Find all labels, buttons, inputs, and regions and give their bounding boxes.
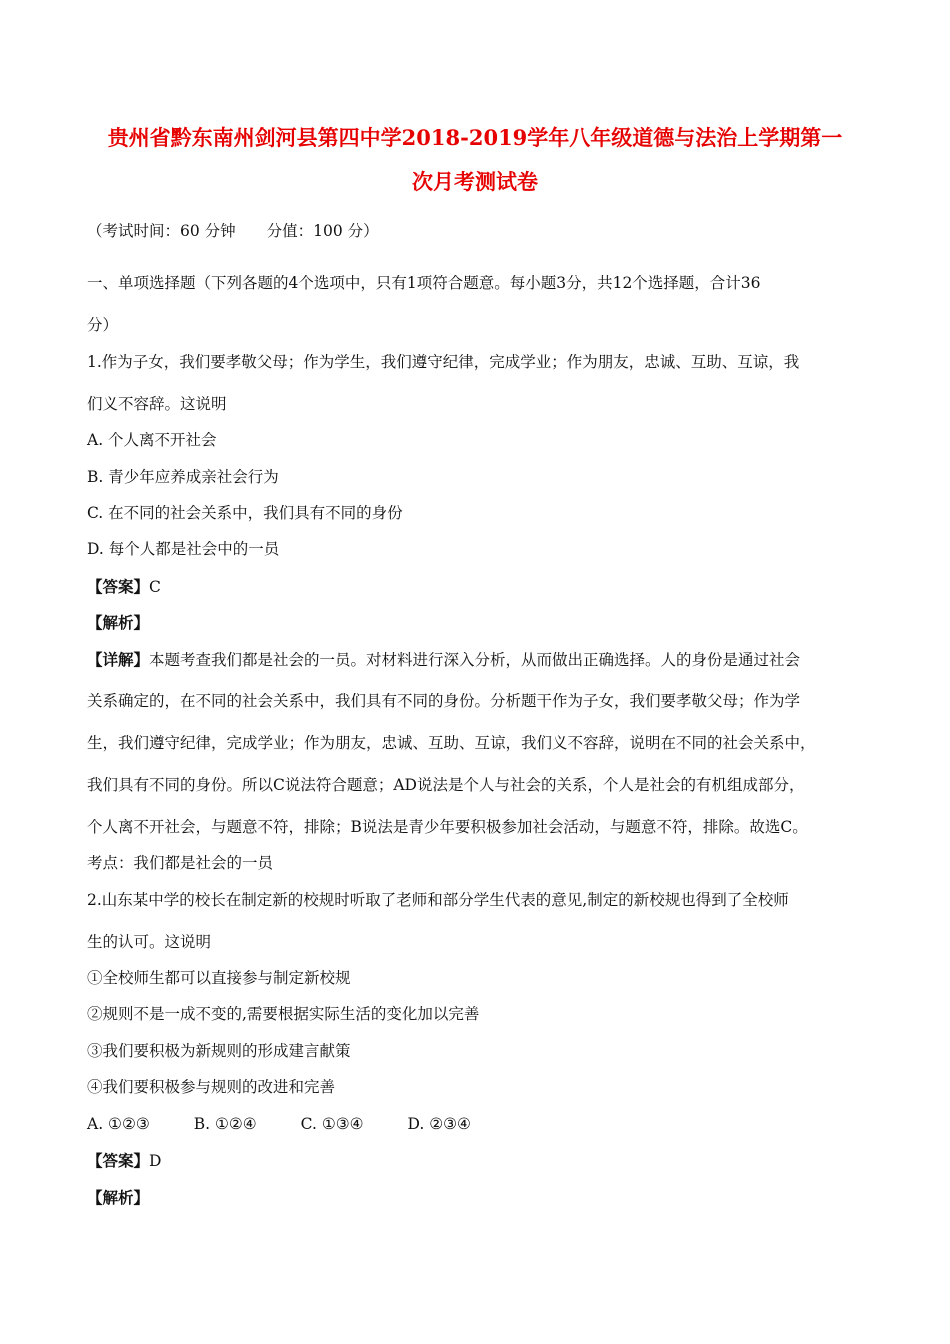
q2-stem-line-1: 2.山东某中学的校长在制定新的校规时听取了老师和部分学生代表的意见,制定的新校规也得到了全校师 bbox=[87, 891, 789, 909]
q1-detail-line-3: 生，我们遵守纪律，完成学业；作为朋友，忠诚、互助、互谅，我们义不容辞，说明在不同的社会关系中， bbox=[87, 734, 816, 752]
q1-kaodian: 考点：我们都是社会的一员 bbox=[87, 854, 274, 872]
exam-info: （考试时间：60 分钟 分值：100 分） bbox=[87, 222, 379, 240]
page-title-line-1: 贵州省黔东南州剑河县第四中学2018-2019学年八年级道德与法治上学期第一 bbox=[107, 125, 843, 150]
q1-detail-line-1 bbox=[87, 652, 800, 669]
q2-item-3: ③我们要积极为新规则的形成建言献策 bbox=[87, 1042, 351, 1060]
q1-detail-label: 【详解】 bbox=[87, 650, 150, 669]
q2-answer-value: D bbox=[149, 1152, 162, 1170]
q2-option-c: C. ①③④ bbox=[300, 1115, 364, 1133]
q1-option-c: C. 在不同的社会关系中，我们具有不同的身份 bbox=[87, 504, 403, 522]
q1-stem-line-2: 们义不容辞。这说明 bbox=[87, 395, 227, 413]
q1-analysis-label: 【解析】 bbox=[87, 613, 150, 632]
page-title-line-2: 次月考测试卷 bbox=[412, 169, 538, 194]
q1-option-b: B. 青少年应养成亲社会行为 bbox=[87, 468, 279, 486]
q2-answer bbox=[87, 1153, 161, 1170]
q1-detail-line-4: 我们具有不同的身份。所以C说法符合题意；AD说法是个人与社会的关系，个人是社会的有机组成部分， bbox=[87, 776, 805, 794]
q1-option-d: D. 每个人都是社会中的一员 bbox=[87, 540, 280, 558]
q2-option-b: B. ①②④ bbox=[193, 1115, 257, 1133]
q2-option-d: D. ②③④ bbox=[407, 1115, 471, 1133]
section-heading-line-1: 一、单项选择题（下列各题的4个选项中，只有1项符合题意。每小题3分，共12个选择题，合计36 bbox=[87, 274, 761, 292]
q1-detail-line-5: 个人离不开社会，与题意不符，排除；B说法是青少年要积极参加社会活动，与题意不符，排除。故选C。 bbox=[87, 818, 808, 836]
q1-answer bbox=[87, 579, 161, 596]
q2-answer-label: 【答案】 bbox=[87, 1151, 150, 1170]
q1-answer-value: C bbox=[149, 578, 161, 596]
q1-detail-text-1: 本题考查我们都是社会的一员。对材料进行深入分析，从而做出正确选择。人的身份是通过社会 bbox=[149, 651, 801, 669]
q2-item-4: ④我们要积极参与规则的改进和完善 bbox=[87, 1078, 336, 1096]
q2-options-row bbox=[87, 1117, 515, 1133]
q1-option-a: A. 个人离不开社会 bbox=[87, 431, 217, 449]
q2-item-1: ①全校师生都可以直接参与制定新校规 bbox=[87, 969, 351, 987]
q2-option-a: A. ①②③ bbox=[87, 1115, 150, 1133]
q2-stem-line-2: 生的认可。这说明 bbox=[87, 933, 212, 951]
q1-answer-label: 【答案】 bbox=[87, 577, 150, 596]
q2-item-2: ②规则不是一成不变的,需要根据实际生活的变化加以完善 bbox=[87, 1005, 480, 1023]
q1-stem-line-1: 1.作为子女，我们要孝敬父母；作为学生，我们遵守纪律，完成学业；作为朋友，忠诚、互助、互谅，我 bbox=[87, 353, 800, 371]
section-heading-line-2: 分） bbox=[87, 316, 119, 334]
q2-analysis-label: 【解析】 bbox=[87, 1188, 150, 1207]
q1-detail-line-2: 关系确定的，在不同的社会关系中，我们具有不同的身份。分析题干作为子女，我们要孝敬父母；作为学 bbox=[87, 692, 801, 710]
